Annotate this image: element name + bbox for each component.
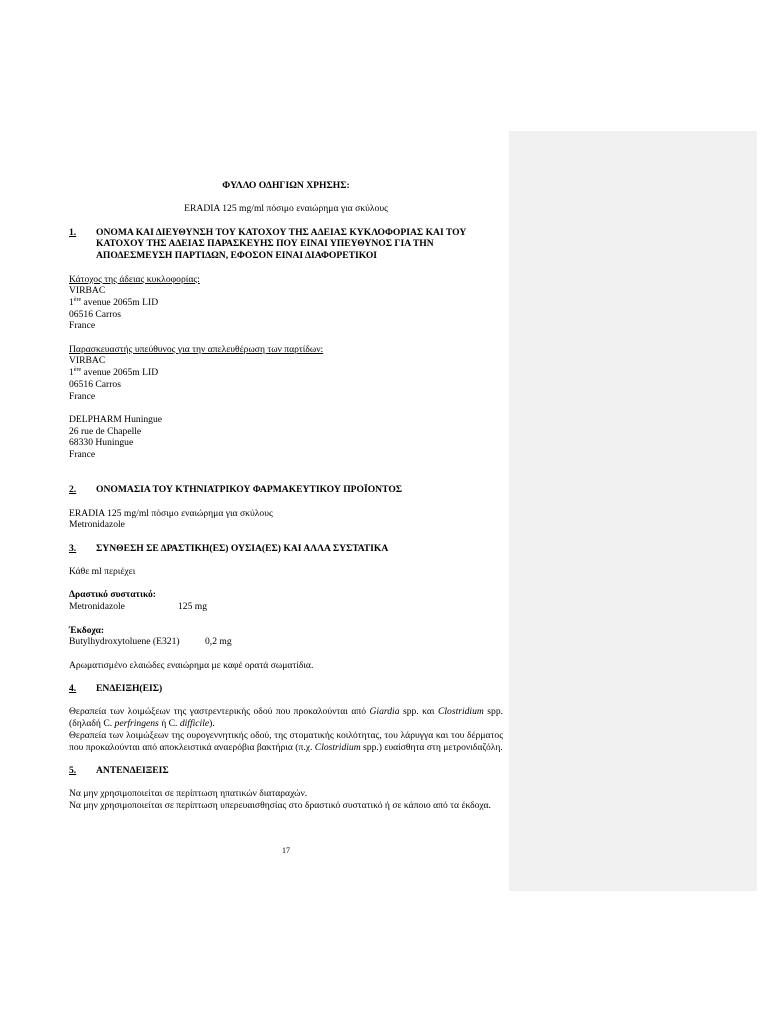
- doc-title: ΦΥΛΛΟ ΟΔΗΓΙΩΝ ΧΡΗΣΗΣ:: [222, 180, 350, 191]
- comments-pane: [509, 131, 757, 891]
- doc-subtitle: ERADIA 125 mg/ml πόσιμο εναιώρημα για σκύλους: [184, 203, 388, 215]
- manufacturer2-city: 68330 Huningue: [69, 437, 134, 449]
- manufacturer2-street: 26 rue de Chapelle: [69, 425, 142, 437]
- page-number: 17: [282, 846, 290, 855]
- section-5-heading: 5. ΑΝΤΕΝΔΕΙΞΕΙΣ: [69, 764, 169, 776]
- product-name: ERADIA 125 mg/ml πόσιμο εναιώρημα για σκύλους: [69, 507, 273, 519]
- holder-name: VIRBAC: [69, 285, 106, 297]
- holder-address: 1ère avenue 2065m LID: [69, 296, 159, 308]
- holder-label: Κάτοχος της άδειας κυκλοφορίας:: [69, 273, 200, 285]
- document-page: [69, 180, 503, 812]
- composition-intro: Κάθε ml περιέχει: [69, 566, 136, 578]
- excipient-label: Έκδοχα:: [69, 624, 105, 636]
- section-3-heading: 3. ΣΥΝΘΕΣΗ ΣΕ ΔΡΑΣΤΙΚΗ(ΕΣ) ΟΥΣΙΑ(ΕΣ) ΚΑΙ ΑΛΛΑ ΣΥΣΤΑΤΙΚΑ: [69, 542, 389, 554]
- contraindication-line-1: Να μην χρησιμοποιείται σε περίπτωση ηπατικών διαταραχών.: [69, 788, 308, 800]
- active-label: Δραστικό συστατικό:: [69, 589, 156, 601]
- contraindication-line-2: Να μην χρησιμοποιείται σε περίπτωση υπερευαισθησίας στο δραστικό συστατικό ή σε κάποιο από τα έκδοχα.: [69, 800, 491, 811]
- manufacturer2-country: France: [69, 449, 96, 461]
- holder-country: France: [69, 320, 96, 332]
- holder-city: 06516 Carros: [69, 308, 121, 320]
- section-4-heading: 4. ΕΝΔΕΙΞΗ(ΕΙΣ): [69, 683, 163, 695]
- section-2-heading: 2. ΟΝΟΜΑΣΙΑ ΤΟΥ ΚΤΗΝΙΑΤΡΙΚΟΥ ΦΑΡΜΑΚΕΥΤΙΚΟΥ ΠΡΟΪΟΝΤΟΣ: [69, 484, 403, 496]
- indication-paragraph-1: Θεραπεία των λοιμώξεων της γαστρεντερικής οδού που προκαλούνται από Giardia spp. και Clostridium spp. (δηλαδή C. perfringens ή C. difficile).: [69, 706, 504, 730]
- manufacturer2-name: DELPHARM Huningue: [69, 413, 163, 425]
- composition-description: Αρωματισμένο ελαιώδες εναιώρημα με καφέ ορατά σωματίδια.: [69, 659, 314, 671]
- product-substance: Metronidazole: [69, 519, 125, 531]
- manufacturer-city: 06516 Carros: [69, 378, 121, 390]
- manufacturer-label: Παρασκευαστής υπεύθυνος για την απελευθέρωση των παρτίδων:: [69, 343, 324, 355]
- section-1-heading: 1. ΟΝΟΜΑ ΚΑΙ ΔΙΕΥΘΥΝΣΗ ΤΟΥ ΚΑΤΟΧΟΥ ΤΗΣ ΑΔΕΙΑΣ ΚΥΚΛΟΦΟΡΙΑΣ ΚΑΙ ΤΟΥ ΚΑΤΟΧΟΥ ΤΗΣ ΑΔΕΙΑΣ ΠΑΡΑΣΚΕΥΗΣ ΠΟΥ ΕΙΝΑΙ ΥΠΕΥΘΥΝΟΣ ΓΙΑ ΤΗΝ ΑΠΟΔΕΣΜΕΥΣΗ ΠΑΡΤΙΔΩΝ, ΕΦΟΣΟΝ ΕΙΝΑΙ ΔΙΑΦΟΡΕΤΙΚΟΙ: [69, 226, 467, 262]
- active-row: Metronidazole 125 mg: [69, 601, 208, 613]
- excipient-row: Butylhydroxytoluene (E321) 0,2 mg: [69, 636, 232, 648]
- manufacturer-country: France: [69, 390, 96, 402]
- indication-paragraph-2: Θεραπεία των λοιμώξεων της ουρογεννητικής οδού, της στοματικής κοιλότητας, του λάρυγγα και του δέρματος που προκαλούνται από αποκλειστικά αναερόβια βακτήρια (π.χ. Clostridium spp.) ευαίσθητα στη μετρονιδαζόλη.: [69, 729, 503, 753]
- manufacturer-name: VIRBAC: [69, 355, 106, 367]
- manufacturer-address: 1ère avenue 2065m LID: [69, 367, 159, 379]
